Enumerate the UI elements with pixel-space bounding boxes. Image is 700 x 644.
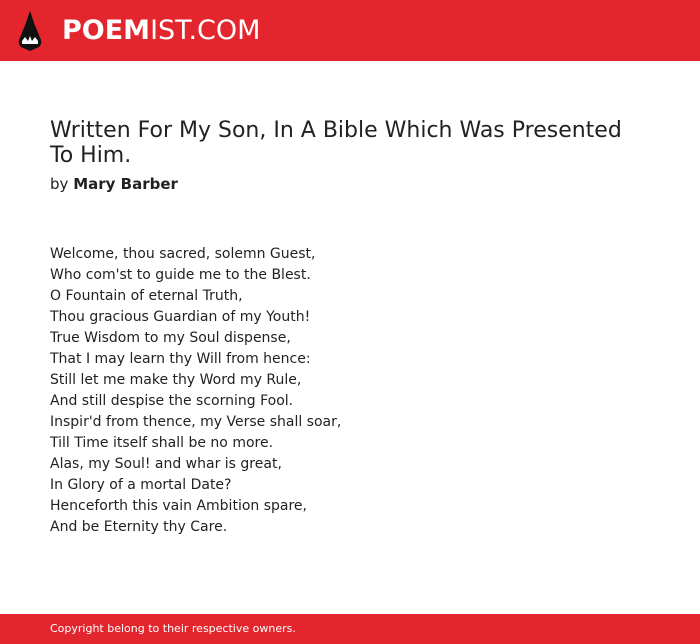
poem-byline xyxy=(50,174,178,194)
poem-line: Thou gracious Guardian of my Youth! xyxy=(50,309,311,325)
poem-line: That I may learn thy Will from hence: xyxy=(50,351,311,367)
poem-line: Inspir'd from thence, my Verse shall soar, xyxy=(50,414,342,430)
poem-title: Written For My Son, In A Bible Which Was Presented To Him. xyxy=(50,118,622,168)
pencil-tip-icon xyxy=(17,10,43,52)
brand-name-light: IST.COM xyxy=(150,15,261,46)
brand-name xyxy=(62,10,260,52)
author-link[interactable]: Mary Barber xyxy=(73,175,178,193)
poem-line: Who com'st to guide me to the Blest. xyxy=(50,267,311,283)
poem-line: In Glory of a mortal Date? xyxy=(50,477,232,493)
poem-line: Welcome, thou sacred, solemn Guest, xyxy=(50,246,316,262)
poem-line: Henceforth this vain Ambition spare, xyxy=(50,498,307,514)
poem-line: Alas, my Soul! and whar is great, xyxy=(50,456,282,472)
poem-line: O Fountain of eternal Truth, xyxy=(50,288,243,304)
by-label: by xyxy=(50,175,69,193)
site-header xyxy=(0,0,700,61)
poem-line: True Wisdom to my Soul dispense, xyxy=(50,330,291,346)
poem-line: And still despise the scorning Fool. xyxy=(50,393,294,409)
poem-line: Till Time itself shall be no more. xyxy=(50,435,274,451)
poem-body xyxy=(50,244,341,538)
site-footer xyxy=(0,614,700,644)
poem-line: And be Eternity thy Care. xyxy=(50,519,228,535)
brand-name-bold: POEM xyxy=(62,15,151,46)
poem-line: Still let me make thy Word my Rule, xyxy=(50,372,302,388)
copyright-text: Copyright belong to their respective owners. xyxy=(50,622,296,635)
site-logo-link[interactable] xyxy=(17,10,260,52)
